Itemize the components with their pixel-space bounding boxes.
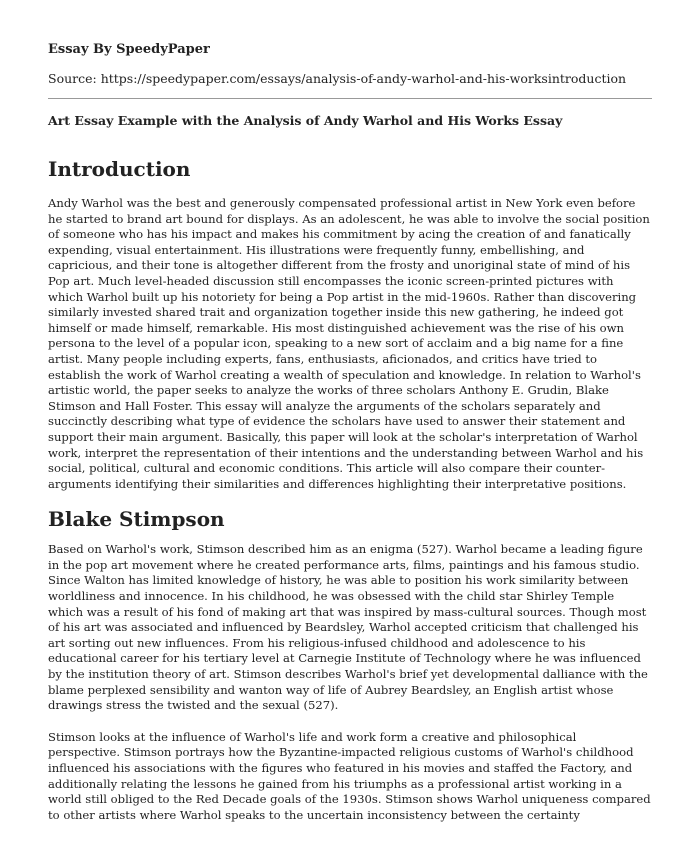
- source-line: Source: https://speedypaper.com/essays/analysis-of-andy-warhol-and-his-worksintroduction: [48, 71, 627, 86]
- paragraph: Based on Warhol's work, Stimson described him as an enigma (527). Warhol became a leading figure in the pop art movement where he created performance arts, films, paintings and his famous studio. Since Walton has limited knowledge of history, he was able to position his work similarity between worldliness and innocence. In his childhood, he was obsessed with the child star Shirley Temple which was a result of his fond of making art that was inspired by mass-cultural sources. Though most of his art was associated and influenced by Beardsley, Warhol accepted criticism that challenged his art sorting out new influences. From his religious-infused childhood and adolescence to his educational career for his tertiary level at Carnegie Institute of Technology where he was influenced by the institution theory of art. Stimson describes Warhol's brief yet developmental dalliance with the blame perplexed sensibility and wanton way of life of Aubrey Beardsley, an English artist whose drawings stress the twisted and the sexual (527).: [48, 542, 648, 713]
- section-heading: Blake Stimpson: [48, 507, 225, 532]
- header-divider: [48, 98, 652, 99]
- section-introduction: [48, 158, 652, 492]
- section-heading: Introduction: [48, 157, 191, 181]
- paragraph: Stimson looks at the influence of Warhol's life and work form a creative and philosophical perspective. Stimson portrays how the Byzantine-impacted religious customs of Warhol's childhood influenced his associations with the figures who featured in his movies and staffed the Factory, and additionally relating the lessons he gained from his triumphs as a professional artist working in a world still obliged to the Red Decade goals of the 1930s. Stimson shows Warhol uniqueness compared to other artists where Warhol speaks to the uncertain inconsistency between the certainty: [48, 729, 651, 822]
- brand-label: Essay By SpeedyPaper: [48, 42, 210, 57]
- essay-title: Art Essay Example with the Analysis of Andy Warhol and His Works Essay: [48, 113, 563, 128]
- section-blake-stimpson: [48, 508, 652, 823]
- paragraph: Andy Warhol was the best and generously compensated professional artist in New York even before he started to brand art bound for displays. As an adolescent, he was able to involve the social position of someone who has his impact and makes his commitment by acing the creation of and fanatically expending, visual entertainment. His illustrations were frequently funny, embellishing, and capricious, and their tone is altogether different from the frosty and unoriginal state of mind of his Pop art. Much level-headed discussion still encompasses the iconic screen-printed pictures with which Warhol built up his notoriety for being a Pop artist in the mid-1960s. Rather than discovering similarly invested shared trait and organization together inside this new gathering, he indeed got himself or made himself, remarkable. His most distinguished achievement was the rise of his own persona to the level of a popular icon, speaking to a new sort of acclaim and a big name for a fine artist. Many people including experts, fans, enthusiasts, aficionados, and critics have tried to establish the work of Warhol creating a wealth of speculation and knowledge. In relation to Warhol's artistic world, the paper seeks to analyze the works of three scholars Anthony E. Grudin, Blake Stimson and Hall Foster. This essay will analyze the arguments of the scholars separately and succinctly describing what type of evidence the scholars have used to answer their statement and support their main argument. Basically, this paper will look at the scholar's interpretation of Warhol work, interpret the representation of their intentions and the understanding between Warhol and his social, political, cultural and economic conditions. This article will also compare their counter-arguments identifying their similarities and differences highlighting their interpretative positions.: [48, 196, 650, 491]
